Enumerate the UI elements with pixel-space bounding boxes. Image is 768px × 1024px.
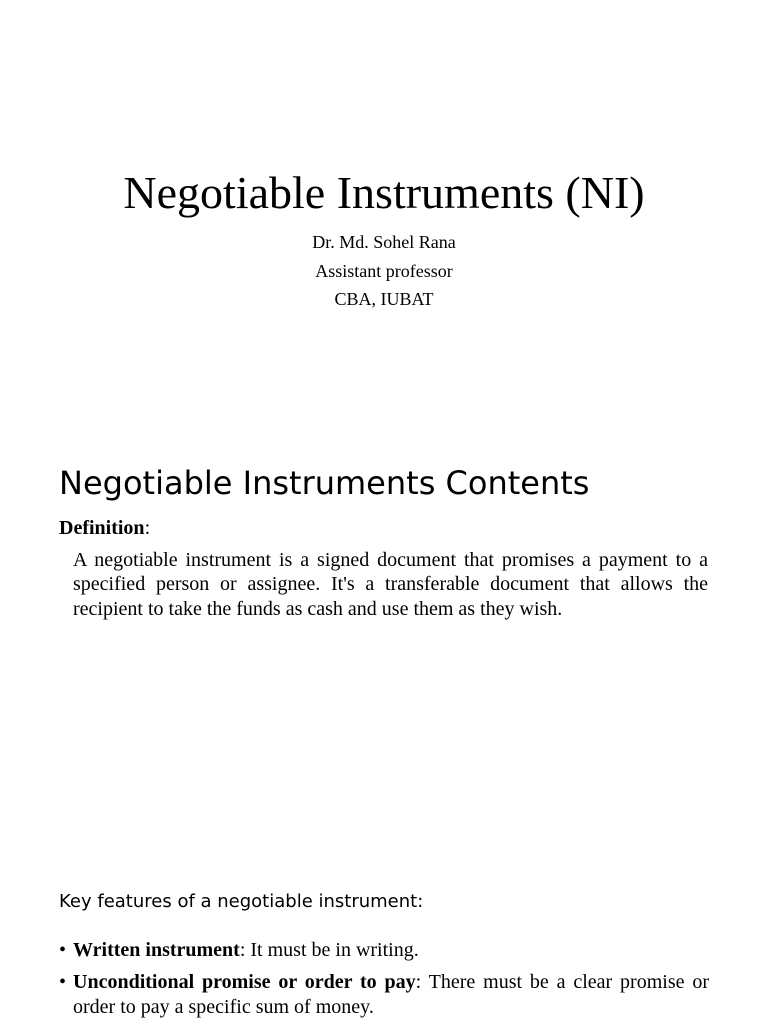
feature-description: : It must be in writing. bbox=[239, 939, 419, 961]
definition-label bbox=[59, 515, 150, 541]
definition-text: A negotiable instrument is a signed document that promises a payment to a specified person or assignee. It's a transferable document that allows the recipient to take the funds as cash and use them as they wish. bbox=[73, 549, 708, 620]
section-heading: Negotiable Instruments Contents bbox=[59, 464, 590, 502]
definition-label-text: Definition bbox=[59, 517, 145, 539]
feature-item bbox=[59, 938, 709, 962]
bullet-icon: • bbox=[59, 939, 67, 961]
features-list bbox=[59, 938, 709, 1024]
features-intro: Key features of a negotiable instrument: bbox=[59, 891, 424, 912]
feature-term: Unconditional promise or order to pay bbox=[73, 971, 416, 994]
feature-term: Written instrument bbox=[73, 939, 240, 961]
definition-colon: : bbox=[144, 517, 151, 539]
bullet-icon: • bbox=[59, 971, 67, 994]
author-position: Assistant professor bbox=[315, 260, 453, 281]
feature-item bbox=[59, 970, 709, 1019]
author-affiliation: CBA, IUBAT bbox=[334, 289, 434, 309]
slide-title: Negotiable Instruments (NI) bbox=[123, 167, 645, 218]
feature-description: : There must be a clear promise or order to pay a specific sum of money. bbox=[73, 971, 709, 1018]
author-block bbox=[0, 228, 768, 314]
author-name: Dr. Md. Sohel Rana bbox=[312, 232, 456, 252]
